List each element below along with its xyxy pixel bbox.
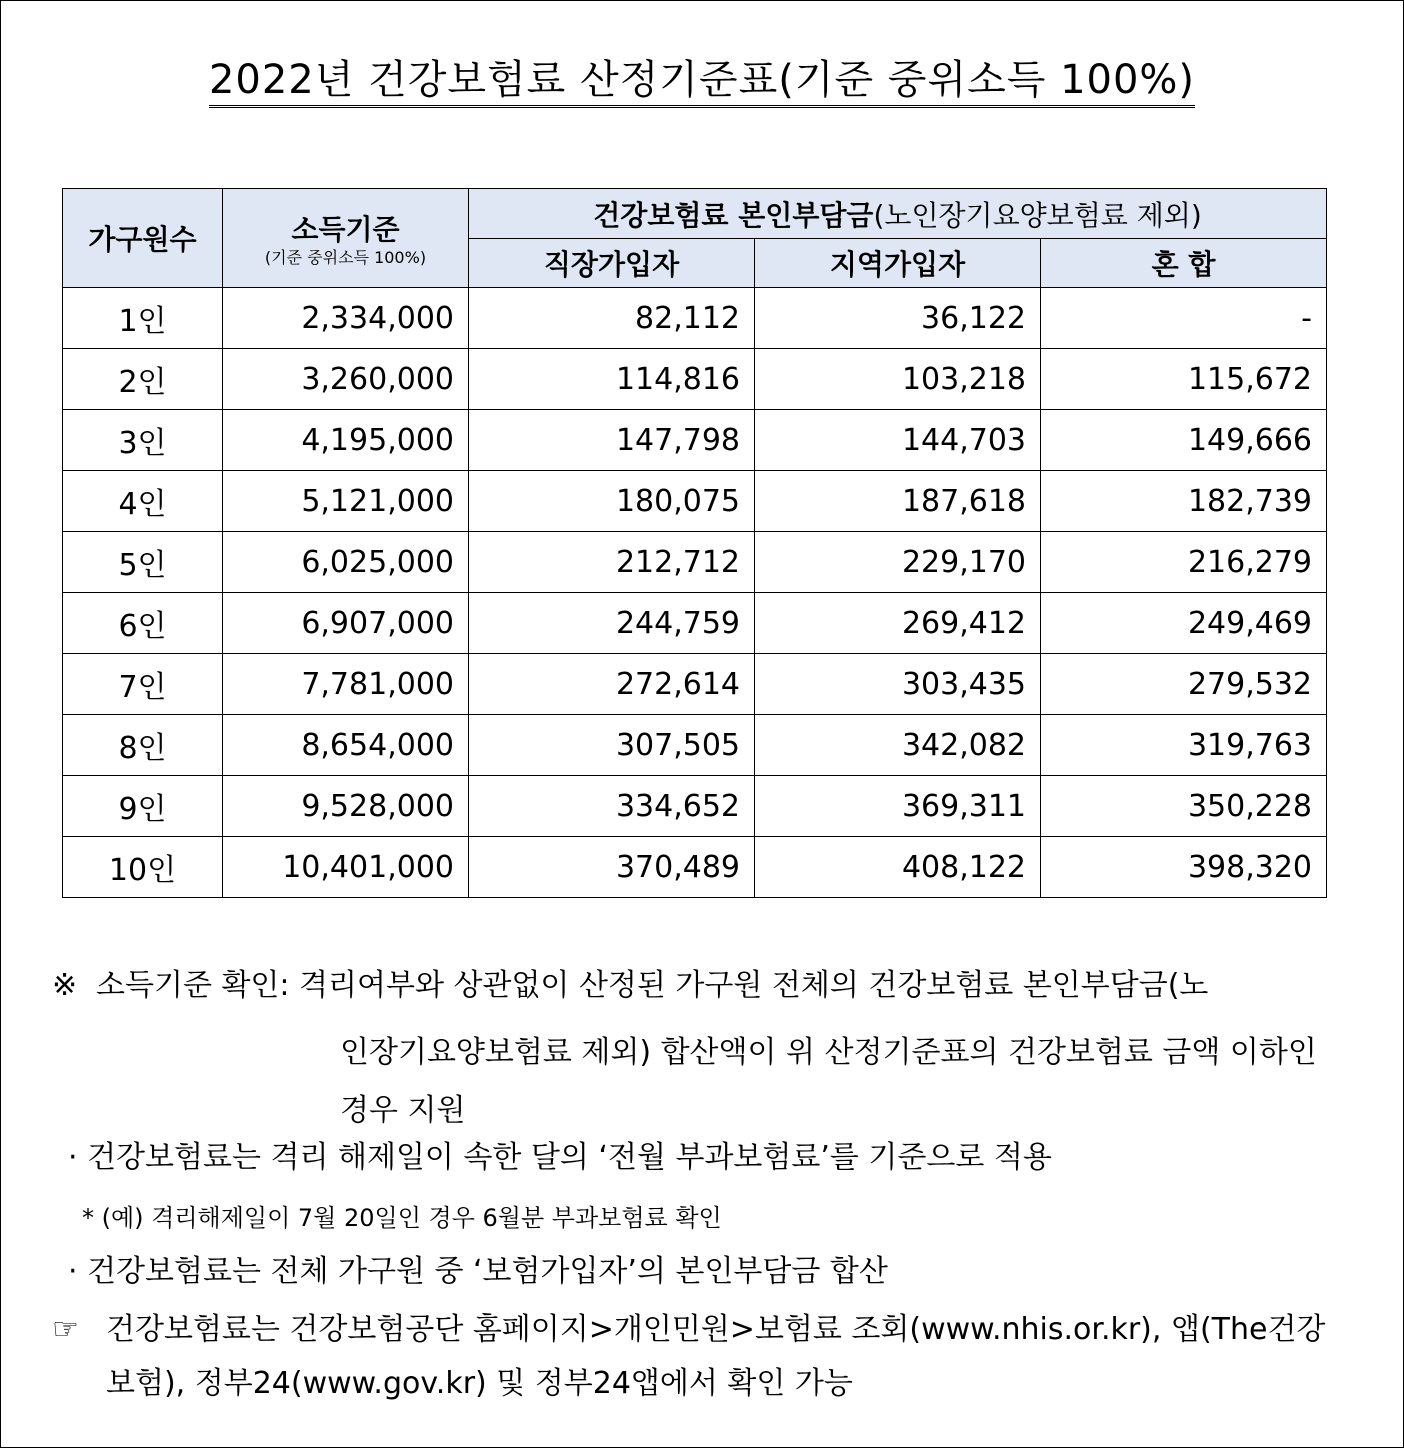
note-how-to-check-line1: 건강보험료는 건강보험공단 홈페이지>개인민원>보험료 조회(www.nhis.or.kr), 앱(The건강 (106, 1312, 1326, 1347)
cell-regional: 36,122 (755, 288, 1041, 349)
cell-employee: 370,489 (469, 837, 755, 898)
cell-income: 7,781,000 (223, 654, 469, 715)
premium-table (62, 188, 1327, 898)
header-mixed: 혼 합 (1041, 239, 1327, 288)
cell-income: 3,260,000 (223, 349, 469, 410)
cell-regional: 229,170 (755, 532, 1041, 593)
cell-income: 8,654,000 (223, 715, 469, 776)
table-row (63, 288, 1327, 349)
header-premium-label: 건강보험료 본인부담금 (593, 198, 874, 232)
cell-mixed: 216,279 (1041, 532, 1327, 593)
cell-employee: 244,759 (469, 593, 755, 654)
cell-mixed: 398,320 (1041, 837, 1327, 898)
cell-regional: 269,412 (755, 593, 1041, 654)
reference-mark-icon: ※ (52, 968, 78, 1003)
cell-mixed: 182,739 (1041, 471, 1327, 532)
cell-household: 8인 (63, 715, 223, 776)
header-premium-paren: (노인장기요양보험료 제외) (873, 198, 1202, 232)
note-sum-of-insured: · 건강보험료는 전체 가구원 중 ‘보험가입자’의 본인부담금 합산 (68, 1254, 888, 1289)
table-row (63, 776, 1327, 837)
cell-employee: 212,712 (469, 532, 755, 593)
page-title (0, 52, 1404, 108)
header-regional: 지역가입자 (755, 239, 1041, 288)
cell-income: 2,334,000 (223, 288, 469, 349)
cell-employee: 272,614 (469, 654, 755, 715)
cell-mixed: 249,469 (1041, 593, 1327, 654)
cell-mixed: 350,228 (1041, 776, 1327, 837)
cell-household: 3인 (63, 410, 223, 471)
cell-household: 7인 (63, 654, 223, 715)
cell-employee: 82,112 (469, 288, 755, 349)
cell-regional: 369,311 (755, 776, 1041, 837)
note-how-to-check-cont: 보험), 정부24(www.gov.kr) 및 정부24앱에서 확인 가능 (106, 1366, 853, 1401)
table-row (63, 593, 1327, 654)
cell-household: 1인 (63, 288, 223, 349)
cell-income: 10,401,000 (223, 837, 469, 898)
cell-regional: 144,703 (755, 410, 1041, 471)
cell-income: 6,907,000 (223, 593, 469, 654)
cell-regional: 342,082 (755, 715, 1041, 776)
cell-mixed: 319,763 (1041, 715, 1327, 776)
header-household: 가구원수 (63, 189, 223, 288)
cell-income: 9,528,000 (223, 776, 469, 837)
header-income-label: 소득기준 (291, 213, 400, 246)
cell-employee: 147,798 (469, 410, 755, 471)
cell-employee: 180,075 (469, 471, 755, 532)
table-row (63, 410, 1327, 471)
page-title-text: 2022년 건강보험료 산정기준표(기준 중위소득 100%) (209, 57, 1195, 108)
cell-household: 4인 (63, 471, 223, 532)
cell-income: 4,195,000 (223, 410, 469, 471)
table-row (63, 349, 1327, 410)
table-row (63, 532, 1327, 593)
note-income-criteria-cont: 인장기요양보험료 제외) 합산액이 위 산정기준표의 건강보험료 금액 이하인 경우 지원 (340, 1035, 1317, 1128)
note-income-criteria-line1: 소득기준 확인: 격리여부와 상관없이 산정된 가구원 전체의 건강보험료 본인부담금(노 (96, 968, 1209, 1003)
cell-mixed: 279,532 (1041, 654, 1327, 715)
cell-employee: 114,816 (469, 349, 755, 410)
cell-income: 5,121,000 (223, 471, 469, 532)
table-row (63, 715, 1327, 776)
cell-regional: 187,618 (755, 471, 1041, 532)
cell-household: 5인 (63, 532, 223, 593)
cell-employee: 307,505 (469, 715, 755, 776)
header-income-sub: (기준 중위소득 100%) (264, 248, 427, 267)
header-employee: 직장가입자 (469, 239, 755, 288)
table-row (63, 837, 1327, 898)
cell-household: 6인 (63, 593, 223, 654)
cell-regional: 303,435 (755, 654, 1041, 715)
table-row (63, 654, 1327, 715)
table-row (63, 471, 1327, 532)
note-previous-month: · 건강보험료는 격리 해제일이 속한 달의 ‘전월 부과보험료’를 기준으로 적용 (68, 1140, 1052, 1175)
note-example: * (예) 격리해제일이 7월 20일인 경우 6월분 부과보험료 확인 (82, 1204, 722, 1232)
cell-income: 6,025,000 (223, 532, 469, 593)
cell-employee: 334,652 (469, 776, 755, 837)
cell-mixed: 115,672 (1041, 349, 1327, 410)
cell-household: 2인 (63, 349, 223, 410)
cell-mixed: 149,666 (1041, 410, 1327, 471)
cell-household: 9인 (63, 776, 223, 837)
header-premium (469, 189, 1327, 239)
cell-regional: 103,218 (755, 349, 1041, 410)
header-income (223, 189, 469, 288)
pointing-hand-icon: ☞ (52, 1312, 79, 1347)
cell-regional: 408,122 (755, 837, 1041, 898)
cell-household: 10인 (63, 837, 223, 898)
cell-mixed: - (1041, 288, 1327, 349)
